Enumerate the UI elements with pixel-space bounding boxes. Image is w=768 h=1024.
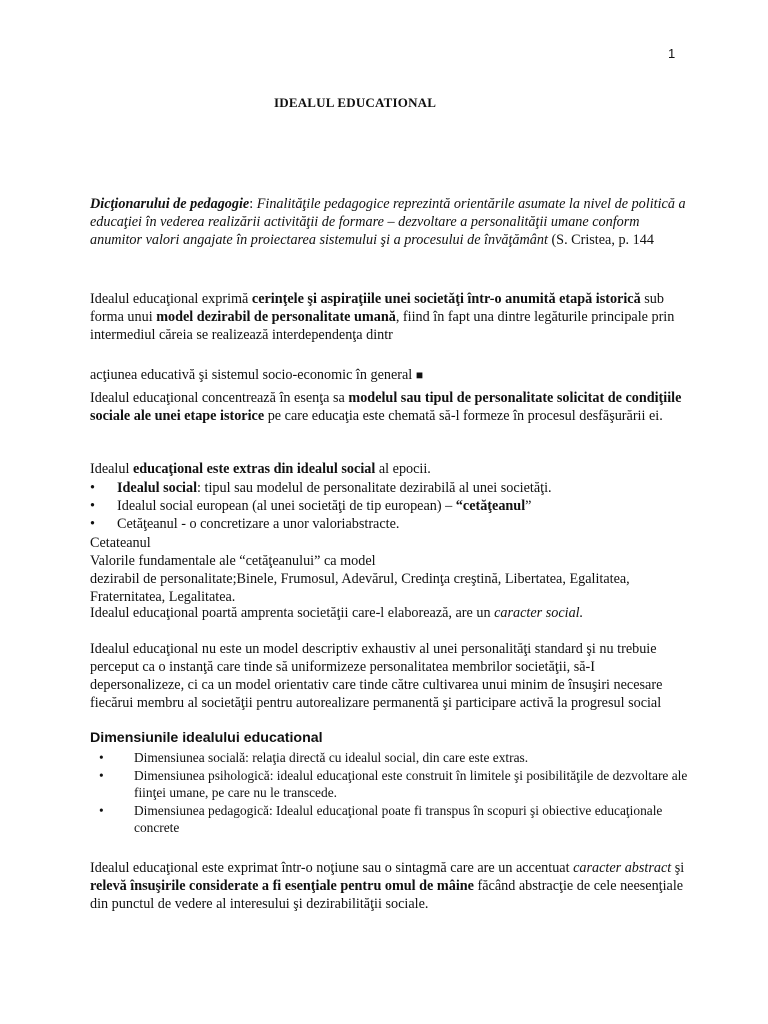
ideal-paragraph-2: [90, 389, 690, 425]
text-run: şi: [671, 860, 685, 876]
bold-run: Idealul social: [117, 480, 198, 496]
bold-run: educaţional este extras din idealul social: [132, 461, 376, 477]
text-run: sub forma unui: [90, 291, 664, 325]
text-run: al epocii.: [375, 461, 431, 477]
dimensions-heading: Dimensiunile idealului educational: [90, 730, 323, 746]
text-run: ”: [525, 498, 532, 514]
list-item: • Dimensiunea pedagogică: Idealul educaţional poate fi transpus în scopuri şi obiective educaţionale concrete: [90, 802, 690, 837]
text-run: Idealul social european (al unei societăţi de tip european) –: [117, 498, 456, 514]
definition-paragraph: [90, 195, 690, 249]
text-run: pe care educaţia este chemată să-l formeze în procesul desfăşurării ei.: [264, 408, 663, 424]
descriptiv-paragraph: Idealul educaţional nu este un model descriptiv exhaustiv al unei personalităţi standard şi nu trebuie perceput ca o instanţă care tinde să uniformizeze personalitatea membrilor societăţii, să-I depersonalizeze, ci ca un model orientativ care tinde către cultivarea unui minim de însuşiri necesare fiecărui membru al societăţii pentru autorealizare permanentă şi participare activă la progresul social: [90, 641, 663, 711]
extras-paragraph: [90, 460, 690, 478]
definition-text: Finalităţile pedagogice reprezintă orientările asumate la nivel de politică a educaţiei în vederea realizării activităţii de formare – dezvoltare a personalităţii umane conform anumitor valori angajate în proiectarea sistemului şi a procesului de învăţământ: [90, 196, 686, 248]
bold-run: cerinţele şi aspiraţiile unei societăţi într-o anumită etapă istorică: [251, 291, 641, 307]
bold-run: “cetăţeanul: [455, 498, 526, 514]
document-title: IDEALUL EDUCATIONAL: [274, 95, 437, 110]
bold-run: modelul sau tipul de personalitate solicitat de condiţiile sociale ale unei etape istorice: [90, 390, 682, 424]
cetateanul-label: Cetateanul: [90, 535, 151, 551]
text-run: acţiunea educativă şi sistemul socio-economic în general: [90, 367, 416, 383]
text-run: , fiind în fapt una dintre legăturile principale prin intermediul căreia se realizează interdependenţa dintr: [90, 309, 675, 343]
text-line: Valorile fundamentale ale “cetăţeanului” ca model: [90, 553, 376, 569]
list-item: [90, 497, 690, 515]
bold-run: model dezirabil de personalitate umană: [156, 309, 396, 325]
list-item: • Dimensiunea socială: relaţia directă cu idealul social, din care este extras.: [90, 749, 690, 767]
ideal-paragraph-1: [90, 290, 690, 344]
square-mark-icon: ■: [415, 368, 424, 382]
text-line: dezirabil de personalitate;Binele, Frumosul, Adevărul, Credinţa creştină, Libertatea, Egalitatea, Fraternitatea, Legalitatea.: [90, 571, 630, 605]
text-run: Cetăţeanul - o concretizare a unor valoriabstracte.: [117, 516, 400, 532]
text-run: Idealul educaţional este exprimat într-o noţiune sau o sintagmă care are un accentuat: [90, 860, 574, 876]
text-run: făcând abstracţie de cele neesenţiale din punctul de vedere al interesului şi dezirabilităţii sociale.: [90, 878, 684, 912]
ideal-social-list: [90, 479, 690, 533]
list-item: [90, 515, 690, 533]
bold-run: relevă însuşirile considerate a fi esenţiale pentru omul de mâine: [90, 878, 474, 894]
definition-colon: :: [249, 196, 254, 212]
text-run: Idealul educaţional exprimă: [90, 291, 252, 307]
list-item: [90, 479, 690, 497]
list-item: • Dimensiunea psihologică: idealul educaţional este construit în limitele şi posibilităţile de dezvoltare ale fiinţei umane, pe care nu le transcede.: [90, 767, 690, 802]
amprenta-paragraph: [90, 604, 690, 622]
actiunea-paragraph: [90, 366, 690, 384]
dictionary-source: Dicţionarului de pedagogie: [90, 196, 250, 212]
definition-citation: (S. Cristea, p. 144: [547, 232, 654, 248]
text-run: : tipul sau modelul de personalitate dezirabilă al unei societăţi.: [197, 480, 552, 496]
text-run: Idealul: [90, 461, 133, 477]
italic-run: caracter abstract: [573, 860, 672, 876]
valorile-paragraph: [90, 552, 690, 606]
text-run: Idealul educaţional concentrează în esenţa sa: [90, 390, 349, 406]
italic-run: caracter social.: [494, 605, 584, 621]
final-paragraph: [90, 859, 690, 913]
text-run: Idealul educaţional poartă amprenta societăţii care-l elaborează, are un: [90, 605, 495, 621]
page-number: 1: [668, 46, 676, 61]
dimensions-list: [90, 749, 690, 837]
